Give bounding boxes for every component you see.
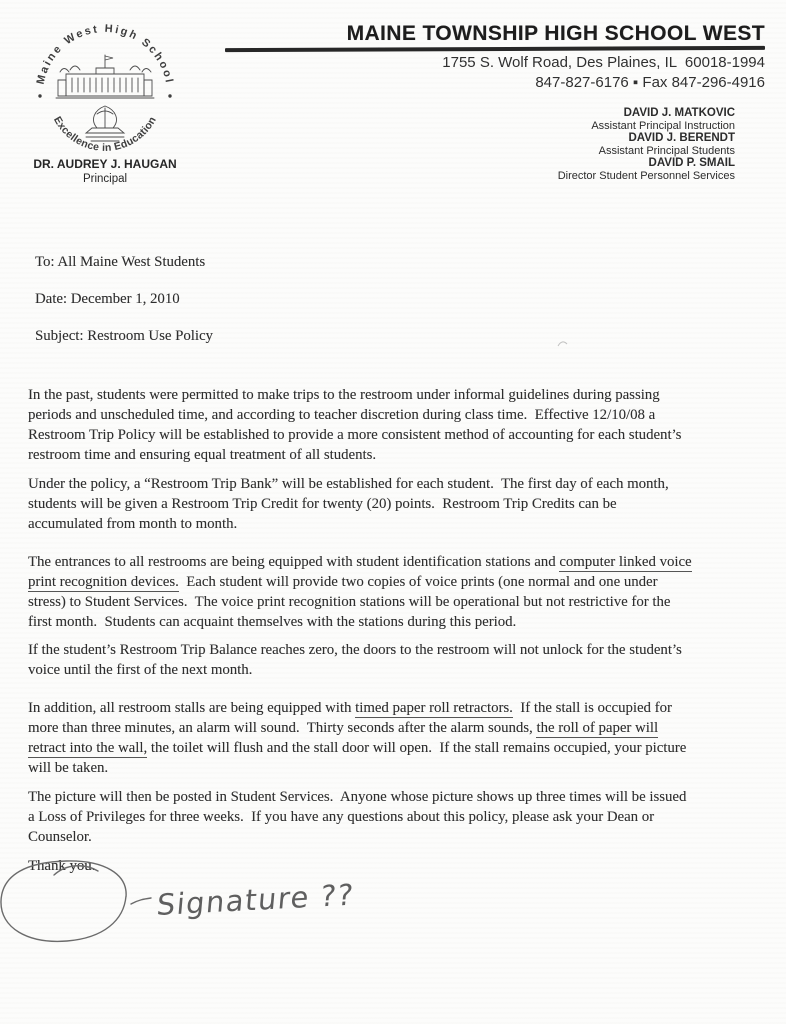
paragraph [28,474,773,534]
paragraph [28,640,773,680]
body-line [28,612,773,632]
seal-bottom-arc-text: Excellence in Education [51,114,159,155]
staff-name: DAVID P. SMAIL [648,157,735,170]
body-text: restroom time and ensuring equal treatment of all students. [28,447,377,463]
principal-title: Principal [82,173,128,185]
body-text: In the past, students were permitted to make trips to the restroom under informal guidelines during passing [28,387,660,403]
pen-underlined-text: print recognition devices. [28,574,179,590]
pen-underlined-text: timed paper roll retractors. [355,700,513,716]
body-text: first month. Students can acquaint themselves with the stations during this period. [28,614,517,630]
seal-left-dot [38,94,41,97]
body-line [28,494,773,514]
body-text: students will be given a Restroom Trip Credit for twenty (20) points. Restroom Trip Credits can be [28,496,617,512]
seal-right-dot [168,94,171,97]
seal-top-arc-text: Maine West High School [34,22,176,86]
body-text: Each student will provide two copies of voice prints (one normal and one under [178,574,658,590]
signature-handwritten-note: Signature ?? [155,877,356,923]
staff-directory [225,107,765,183]
body-text: Restroom Trip Policy will be established to provide a more consistent method of accounting for each student’s [28,427,682,443]
staff-name: DAVID J. MATKOVIC [623,107,735,119]
date-line: Date: December 1, 2010 [35,291,180,307]
body-text: the toilet will flush and the stall door will open. If the stall remains occupied, your picture [147,740,687,756]
body-line [28,718,773,738]
paragraph [28,385,773,465]
body-text: Under the policy, a “Restroom Trip Bank” will be established for each student. The first day of each month, [28,476,669,492]
letterhead [225,22,765,183]
body-text: stress) to Student Services. The voice print recognition stations will be operational but not restrictive for the [28,594,671,610]
body-line [28,787,773,807]
body-text: Counselor. [28,829,92,845]
body-line [28,445,773,465]
school-seal [30,22,180,162]
body-line [28,827,773,847]
school-phone-fax: 847-827-6176 ▪ Fax 847-296-4916 [535,74,765,91]
body-text: voice until the first of the next month. [28,662,253,678]
staff-title: Assistant Principal Instruction [591,119,735,132]
subject-line: Subject: Restroom Use Policy [35,328,213,344]
principal-block [22,157,188,185]
body-line [28,474,773,494]
body-line [28,385,773,405]
closing-line: Thank you. [28,858,96,874]
body-text: The picture will then be posted in Student Services. Anyone whose picture shows up three times will be issued [28,789,687,805]
body-line [28,405,773,425]
pen-underlined-text: the roll of paper will [536,720,659,736]
body-text: periods and unscheduled time, and according to teacher discretion during class time. Effective 12/10/08 a [28,407,656,423]
school-address: 1755 S. Wolf Road, Des Plaines, IL 60018-1994 [442,54,765,71]
paragraph [28,552,773,632]
body-text: will be taken. [28,760,109,776]
body-line [28,698,773,718]
body-line [28,660,773,680]
body-text: more than three minutes, an alarm will sound. Thirty seconds after the alarm sounds, [28,720,537,736]
body-line [28,640,773,660]
body-text: a Loss of Privileges for three weeks. If you have any questions about this policy, please ask your Dean or [28,809,655,825]
body-line [28,514,773,534]
school-name: MAINE TOWNSHIP HIGH SCHOOL WEST [346,22,765,45]
body-line [28,758,773,778]
principal-name: DR. AUDREY J. HAUGAN [33,157,177,171]
paragraph [28,698,773,778]
staff-title: Assistant Principal Students [598,144,735,157]
staff-title: Director Student Personnel Services [557,169,735,182]
body-line [28,738,773,758]
body-text: The entrances to all restrooms are being equipped with student identification stations and [28,554,560,570]
body-line [28,807,773,827]
pen-underlined-text: retract into the wall, [28,740,148,756]
paragraph [28,787,773,847]
body-text: If the stall is occupied for [512,700,672,716]
staff-name: DAVID J. BERENDT [628,132,735,145]
header-rule [225,46,765,52]
body-text: In addition, all restroom stalls are being equipped with [28,700,356,716]
body-line [28,425,773,445]
body-text: If the student’s Restroom Trip Balance reaches zero, the doors to the restroom will not unlock for the student’s [28,642,682,658]
school-seal-graphic [30,22,180,162]
signature-arrow [131,898,151,904]
body-text: accumulated from month to month. [28,516,238,532]
to-line: To: All Maine West Students [35,254,206,270]
pen-underlined-text: computer linked voice [559,554,692,570]
body-line [28,552,773,572]
body-line [28,592,773,612]
body-line [28,572,773,592]
